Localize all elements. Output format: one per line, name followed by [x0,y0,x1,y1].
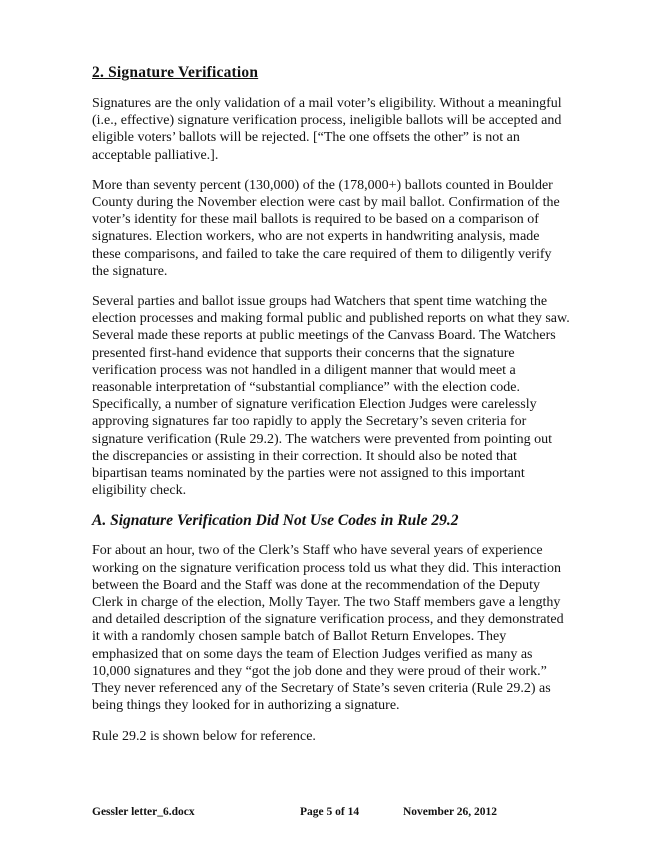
body-paragraph-3: Several parties and ballot issue groups had Watchers that spent time watching the election processes and making formal public and published reports on what they saw. Several made these reports at public meetings of the Canvass Board. The Watchers presented first-hand evidence that supports their concerns that the signature verification process was not handled in a diligent manner that would meet a reasonable interpretation of “substantial compliance” with the election code. Specifically, a number of signature verification Election Judges were carelessly approving signatures far too rapidly to apply the Secretary’s seven criteria for signature verification (Rule 29.2). The watchers were prevented from pointing out the discrepancies or assisting in their correction. It should also be noted that bipartisan teams nominated by the parties were not assigned to this important eligibility check. [92,294,570,499]
footer-filename: Gessler letter_6.docx [92,806,195,818]
page-footer [0,806,659,824]
body-paragraph-1: Signatures are the only validation of a mail voter’s eligibility. Without a meaningful (i.e., effective) signature verification process, ineligible ballots will be accepted and eligible voters’ ballots will be rejected. [“The one offsets the other” is not an acceptable palliative.]. [92,96,562,163]
document-body [92,64,570,758]
footer-date: November 26, 2012 [403,806,498,818]
footer-page-number: Page 5 of 14 [300,806,360,818]
body-paragraph-5: Rule 29.2 is shown below for reference. [92,728,316,744]
body-paragraph-4: For about an hour, two of the Clerk’s Staff who have several years of experience working on the signature verification process told us what they did. This interaction between the Board and the Staff was done at the recommendation of the Deputy Clerk in charge of the election, Molly Tayer. The two Staff members gave a lengthy and detailed description of the signature verification process, and they demonstrated it with a randomly chosen sample batch of Ballot Return Envelopes. They emphasized that on some days the team of Election Judges verified as many as 10,000 signatures and they “got the job done and they were proud of their work.” They never referenced any of the Secretary of State’s seven criteria (Rule 29.2) as being things they looked for in authorizing a signature. [92,543,564,714]
body-paragraph-2: More than seventy percent (130,000) of the (178,000+) ballots counted in Boulder County during the November election were cast by mail ballot. Confirmation of the voter’s identity for these mail ballots is required to be based on a comparison of signatures. Election workers, who are not experts in handwriting analysis, made these comparisons, and failed to take the care required of them to diligently verify the signature. [92,177,560,279]
subsection-heading: A. Signature Verification Did Not Use Codes in Rule 29.2 [92,512,459,530]
section-heading: 2. Signature Verification [92,64,259,81]
